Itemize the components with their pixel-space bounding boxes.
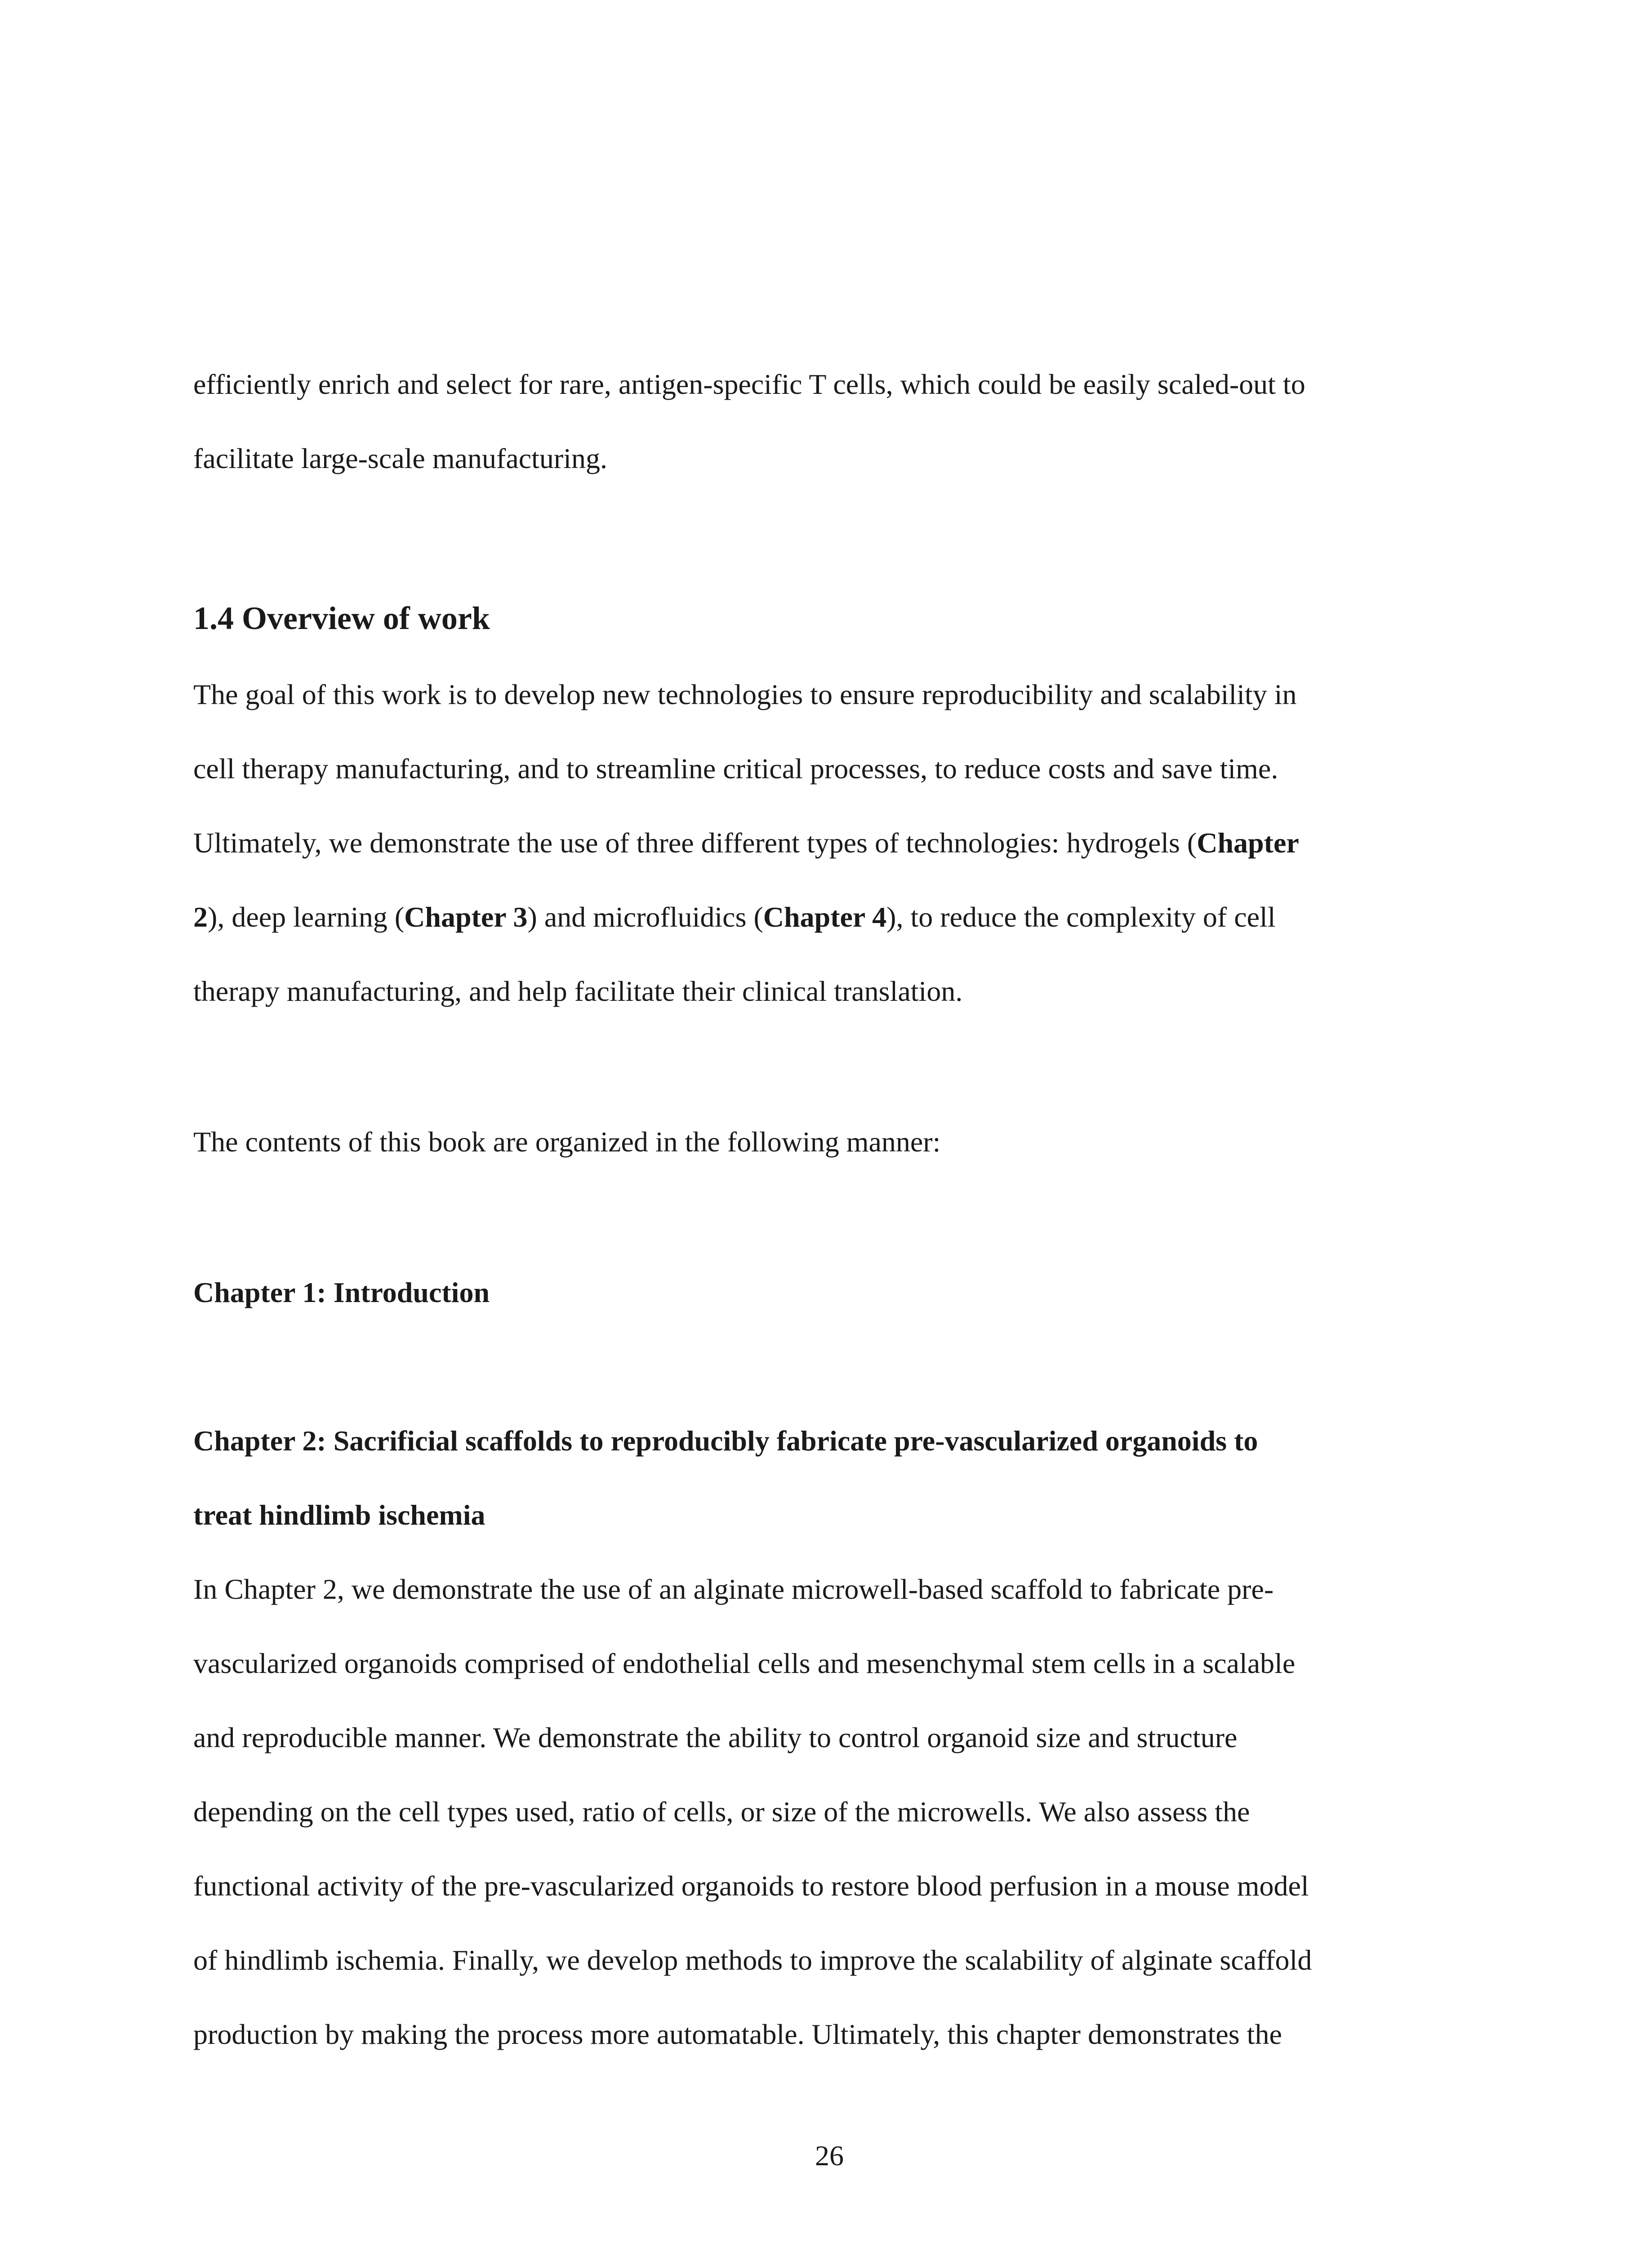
paragraph-line (193, 825, 1299, 861)
section-heading: 1.4 Overview of work (193, 600, 490, 636)
paragraph-line: production by making the process more automatable. Ultimately, this chapter demonstrates the (193, 2018, 1282, 2050)
paragraph-line: cell therapy manufacturing, and to streamline critical processes, to reduce costs and save time. (193, 753, 1278, 785)
paragraph-line: and reproducible manner. We demonstrate the ability to control organoid size and structure (193, 1722, 1238, 1753)
paragraph-line: In Chapter 2, we demonstrate the use of an alginate microwell-based scaffold to fabricate pre- (193, 1573, 1274, 1605)
paragraph-line: The contents of this book are organized in the following manner: (193, 1126, 941, 1158)
paragraph-line: efficiently enrich and select for rare, antigen-specific T cells, which could be easily scaled-out to (193, 368, 1305, 400)
text-span: ), deep learning ( (208, 901, 405, 933)
paragraph-line: functional activity of the pre-vascularized organoids to restore blood perfusion in a mouse model (193, 1870, 1309, 1902)
document-page (193, 0, 1465, 2248)
text-span: ), to reduce the complexity of cell (886, 901, 1276, 933)
chapter-title: treat hindlimb ischemia (193, 1499, 485, 1531)
chapter-reference: 2 (193, 901, 208, 933)
text-span: Ultimately, we demonstrate the use of three different types of technologies: hydrogels ( (193, 827, 1197, 859)
chapter-title: Chapter 2: Sacrificial scaffolds to reproducibly fabricate pre-vascularized organoids to (193, 1425, 1258, 1457)
chapter-reference: Chapter 3 (404, 901, 528, 933)
text-span: ) and microfluidics ( (527, 901, 763, 933)
paragraph-line: therapy manufacturing, and help facilitate their clinical translation. (193, 975, 963, 1007)
paragraph-line: vascularized organoids comprised of endothelial cells and mesenchymal stem cells in a scalable (193, 1647, 1296, 1679)
paragraph-line: The goal of this work is to develop new technologies to ensure reproducibility and scalability in (193, 678, 1297, 710)
paragraph-line: of hindlimb ischemia. Finally, we develop methods to improve the scalability of alginate scaffold (193, 1944, 1312, 1976)
paragraph-line: facilitate large-scale manufacturing. (193, 442, 607, 474)
paragraph-line (193, 899, 1276, 935)
chapter-reference: Chapter (1197, 827, 1299, 859)
chapter-title: Chapter 1: Introduction (193, 1276, 490, 1308)
paragraph-line: depending on the cell types used, ratio of cells, or size of the microwells. We also assess the (193, 1796, 1250, 1828)
chapter-reference: Chapter 4 (763, 901, 887, 933)
page-number: 26 (815, 2140, 844, 2172)
